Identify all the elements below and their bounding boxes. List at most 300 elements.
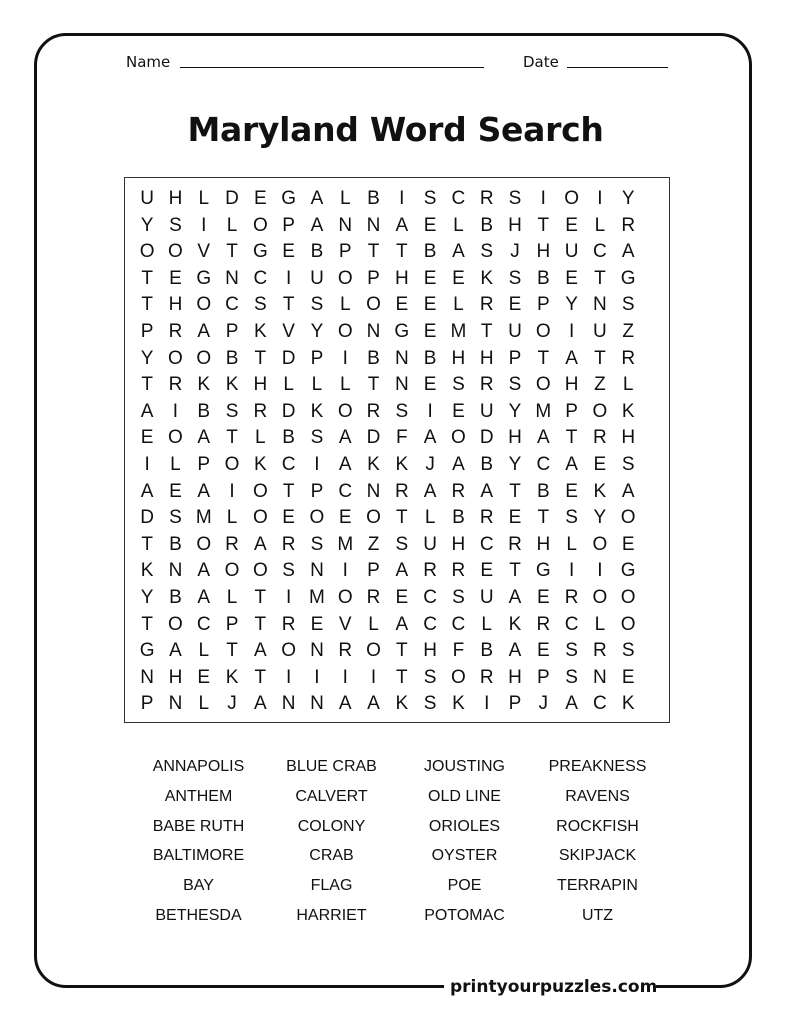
grid-letter: R xyxy=(593,427,607,449)
grid-letter: N xyxy=(593,294,607,316)
word-list-item: ANTHEM xyxy=(164,787,233,805)
grid-letter: E xyxy=(282,507,295,529)
grid-letter: B xyxy=(169,533,182,555)
grid-letter: E xyxy=(423,214,437,236)
grid-letter: L xyxy=(283,374,294,396)
page-title: Maryland Word Search xyxy=(187,110,604,149)
grid-letter: T xyxy=(141,374,153,396)
grid-letter: K xyxy=(225,666,239,688)
grid-letter: L xyxy=(311,374,323,396)
grid-letter: T xyxy=(254,586,267,608)
grid-letter: H xyxy=(479,347,494,369)
grid-letter: S xyxy=(423,693,437,715)
grid-letter: R xyxy=(394,480,409,502)
grid-letter: H xyxy=(536,533,551,555)
grid-letter: E xyxy=(565,214,578,236)
grid-letter: I xyxy=(229,480,235,502)
grid-letter: C xyxy=(196,613,211,635)
grid-letter: E xyxy=(395,294,409,316)
grid-letter: I xyxy=(427,400,433,422)
grid-letter: I xyxy=(314,666,320,688)
grid-letter: I xyxy=(201,214,207,236)
grid-letter: L xyxy=(566,533,577,555)
grid-letter: N xyxy=(394,374,409,396)
grid-letter: N xyxy=(140,666,155,688)
grid-letter: T xyxy=(141,294,153,316)
grid-letter: S xyxy=(565,640,578,662)
grid-letter: S xyxy=(169,214,182,236)
grid-letter: A xyxy=(508,586,522,608)
grid-letter: I xyxy=(568,320,575,342)
grid-letter: Y xyxy=(565,294,578,316)
grid-letter: B xyxy=(423,347,437,369)
grid-letter: C xyxy=(423,613,437,635)
grid-letter: V xyxy=(197,241,211,263)
grid-letter: S xyxy=(169,507,182,529)
grid-letter: N xyxy=(593,666,607,688)
name-line xyxy=(180,67,484,68)
grid-letter: T xyxy=(254,666,267,688)
grid-letter: R xyxy=(366,586,381,608)
grid-letter: S xyxy=(310,294,324,316)
grid-letter: L xyxy=(255,427,266,449)
grid-letter: P xyxy=(536,294,550,316)
grid-letter: S xyxy=(395,400,409,422)
grid-letter: F xyxy=(452,640,465,662)
grid-letter: B xyxy=(169,586,182,608)
word-list-item: ORIOLES xyxy=(428,817,501,835)
grid-letter: Y xyxy=(508,453,522,475)
grid-letter: N xyxy=(394,347,409,369)
grid-letter: K xyxy=(253,453,267,475)
grid-letter: T xyxy=(396,507,408,529)
grid-letter: D xyxy=(281,400,296,422)
grid-letter: N xyxy=(366,320,381,342)
grid-letter: T xyxy=(480,320,493,342)
grid-letter: R xyxy=(508,533,522,555)
grid-letter: L xyxy=(424,507,436,529)
grid-letter: E xyxy=(423,320,437,342)
grid-letter: O xyxy=(168,241,183,263)
grid-letter: Z xyxy=(367,533,380,555)
grid-letter: T xyxy=(141,267,153,289)
grid-letter: B xyxy=(536,480,550,502)
grid-letter: H xyxy=(536,241,551,263)
grid-letter: I xyxy=(285,586,292,608)
grid-letter: P xyxy=(197,453,211,475)
grid-letter: P xyxy=(565,400,578,422)
grid-letter: P xyxy=(140,320,154,342)
grid-letter: B xyxy=(480,214,494,236)
grid-letter: Y xyxy=(310,320,324,342)
grid-letter: R xyxy=(338,640,353,662)
grid-letter: K xyxy=(225,374,239,396)
grid-letter: O xyxy=(252,214,268,236)
grid-letter: O xyxy=(620,613,636,635)
grid-letter: C xyxy=(338,480,353,502)
grid-letter: J xyxy=(425,453,435,475)
grid-letter: E xyxy=(621,533,635,555)
grid-letter: H xyxy=(168,666,183,688)
grid-letter: I xyxy=(285,267,292,289)
grid-letter: K xyxy=(310,400,324,422)
grid-letter: C xyxy=(593,693,607,715)
grid-letter: N xyxy=(168,693,183,715)
grid-letter: K xyxy=(253,320,267,342)
word-list-item: JOUSTING xyxy=(424,758,505,775)
grid-letter: A xyxy=(395,560,409,582)
grid-letter: H xyxy=(508,427,522,449)
grid-letter: D xyxy=(366,427,381,449)
grid-letter: A xyxy=(197,427,211,449)
grid-letter: O xyxy=(196,347,212,369)
grid-letter: A xyxy=(169,640,182,662)
grid-letter: Y xyxy=(621,188,635,209)
grid-letter: E xyxy=(310,613,324,635)
grid-letter: O xyxy=(224,560,240,582)
grid-letter: A xyxy=(565,347,578,369)
grid-letter: C xyxy=(423,586,437,608)
grid-letter: K xyxy=(395,453,409,475)
grid-letter: A xyxy=(565,693,578,715)
grid-letter: G xyxy=(535,560,551,582)
grid-letter: Y xyxy=(593,507,607,529)
grid-letter: D xyxy=(225,188,239,209)
grid-letter: F xyxy=(396,427,408,449)
grid-letter: T xyxy=(594,347,606,369)
footer-site: printyourpuzzles.com xyxy=(444,975,656,999)
grid-letter: H xyxy=(564,374,579,396)
grid-letter: H xyxy=(423,640,437,662)
grid-letter: P xyxy=(508,693,522,715)
grid-letter: L xyxy=(198,188,210,209)
word-list-item: OLD LINE xyxy=(428,787,501,805)
grid-letter: H xyxy=(253,374,268,396)
grid-letter: P xyxy=(140,693,154,715)
grid-letter: V xyxy=(338,613,352,635)
grid-letter: U xyxy=(564,241,579,263)
grid-letter: E xyxy=(536,586,550,608)
grid-letter: K xyxy=(140,560,154,582)
grid-letter: P xyxy=(310,347,324,369)
grid-letter: E xyxy=(565,267,578,289)
word-list-item: BALTIMORE xyxy=(152,847,245,865)
grid-letter: Y xyxy=(140,586,154,608)
grid-letter: A xyxy=(253,640,267,662)
grid-letter: O xyxy=(281,640,297,662)
grid-letter: I xyxy=(144,453,150,475)
grid-letter: U xyxy=(140,188,155,209)
grid-letter: E xyxy=(423,374,437,396)
grid-letter: O xyxy=(168,427,183,449)
grid-letter: O xyxy=(451,427,466,449)
word-list-item: TERRAPIN xyxy=(557,877,638,895)
grid-letter: C xyxy=(451,188,466,209)
grid-letter: Z xyxy=(594,374,606,396)
grid-letter: T xyxy=(226,640,238,662)
grid-letter: B xyxy=(423,241,437,263)
grid-letter: L xyxy=(226,507,238,529)
grid-letter: E xyxy=(452,267,465,289)
grid-letter: E xyxy=(536,640,550,662)
grid-letter: L xyxy=(453,214,464,236)
grid-letter: U xyxy=(479,400,494,422)
word-list-item: BETHESDA xyxy=(155,906,242,924)
grid-letter: T xyxy=(396,640,408,662)
grid-letter: E xyxy=(140,427,154,449)
grid-letter: E xyxy=(338,507,352,529)
grid-letter: P xyxy=(367,560,380,582)
grid-letter: L xyxy=(226,214,238,236)
grid-letter: R xyxy=(479,188,494,209)
word-list-item: PREAKNESS xyxy=(548,758,647,775)
grid-letter: O xyxy=(252,507,268,529)
grid-letter: K xyxy=(452,693,465,715)
grid-letter: P xyxy=(282,214,295,236)
grid-letter: R xyxy=(168,374,183,396)
grid-letter: Y xyxy=(508,400,522,422)
grid-letter: A xyxy=(423,427,437,449)
grid-letter: G xyxy=(196,267,212,289)
grid-letter: S xyxy=(621,294,635,316)
grid-letter: L xyxy=(594,214,606,236)
grid-letter: R xyxy=(593,640,607,662)
grid-letter: R xyxy=(536,613,551,635)
grid-letter: R xyxy=(225,533,239,555)
grid-letter: K xyxy=(508,613,522,635)
grid-letter: R xyxy=(423,560,437,582)
puzzle-grid xyxy=(133,186,642,718)
grid-letter: Y xyxy=(140,347,154,369)
grid-letter: D xyxy=(140,507,155,529)
grid-letter: E xyxy=(508,507,522,529)
grid-letter: U xyxy=(508,320,522,342)
grid-letter: I xyxy=(314,453,320,475)
grid-letter: T xyxy=(367,241,380,263)
grid-letter: T xyxy=(254,613,267,635)
grid-letter: L xyxy=(339,374,351,396)
grid-letter: H xyxy=(168,188,183,209)
grid-letter: A xyxy=(197,560,211,582)
grid-letter: I xyxy=(342,666,348,688)
word-list-item: BABE RUTH xyxy=(152,817,245,835)
grid-letter: T xyxy=(282,294,295,316)
grid-letter: E xyxy=(480,560,494,582)
grid-letter: S xyxy=(310,427,324,449)
word-list-item: OYSTER xyxy=(431,847,498,865)
grid-letter: T xyxy=(141,613,153,635)
grid-letter: P xyxy=(536,666,550,688)
grid-letter: E xyxy=(621,666,635,688)
grid-letter: I xyxy=(342,347,348,369)
grid-letter: T xyxy=(537,507,550,529)
grid-letter: O xyxy=(592,586,608,608)
grid-letter: L xyxy=(339,294,351,316)
grid-letter: B xyxy=(197,400,211,422)
grid-letter: H xyxy=(621,427,636,449)
grid-letter: C xyxy=(593,241,607,263)
grid-letter: R xyxy=(253,400,268,422)
grid-letter: E xyxy=(423,294,437,316)
grid-letter: A xyxy=(140,480,154,502)
word-list-item: CALVERT xyxy=(295,787,368,805)
grid-letter: C xyxy=(253,267,268,289)
grid-letter: A xyxy=(565,453,578,475)
grid-letter: S xyxy=(565,666,578,688)
grid-letter: D xyxy=(479,427,494,449)
grid-letter: N xyxy=(310,693,324,715)
grid-letter: E xyxy=(593,453,607,475)
grid-letter: J xyxy=(227,693,237,715)
grid-letter: H xyxy=(508,214,522,236)
grid-letter: T xyxy=(594,267,606,289)
grid-letter: A xyxy=(197,586,211,608)
grid-letter: L xyxy=(622,374,634,396)
word-list-item: ROCKFISH xyxy=(556,817,639,835)
grid-letter: C xyxy=(564,613,579,635)
grid-letter: R xyxy=(479,507,494,529)
grid-letter: E xyxy=(169,480,182,502)
grid-letter: A xyxy=(338,427,352,449)
grid-letter: A xyxy=(338,693,352,715)
grid-letter: L xyxy=(453,294,464,316)
grid-letter: C xyxy=(281,453,296,475)
grid-letter: O xyxy=(535,374,551,396)
grid-letter: S xyxy=(480,241,494,263)
grid-letter: I xyxy=(399,188,405,209)
word-list-item: CRAB xyxy=(309,847,354,865)
grid-letter: G xyxy=(281,188,297,209)
grid-letter: A xyxy=(197,320,211,342)
grid-letter: A xyxy=(536,427,550,449)
grid-letter: H xyxy=(508,666,522,688)
grid-letter: O xyxy=(252,480,268,502)
puzzle-grid-box xyxy=(124,177,670,723)
grid-letter: O xyxy=(309,507,325,529)
grid-letter: E xyxy=(395,586,409,608)
grid-letter: O xyxy=(366,640,381,662)
grid-letter: O xyxy=(337,320,353,342)
grid-letter: G xyxy=(394,320,410,342)
grid-letter: A xyxy=(452,453,465,475)
grid-letter: H xyxy=(451,347,466,369)
grid-letter: I xyxy=(484,693,490,715)
grid-letter: S xyxy=(508,267,522,289)
grid-letter: A xyxy=(253,533,267,555)
grid-letter: M xyxy=(195,507,212,529)
grid-letter: D xyxy=(281,347,296,369)
grid-letter: S xyxy=(452,586,465,608)
word-list xyxy=(132,755,664,934)
grid-letter: M xyxy=(535,400,552,422)
grid-letter: N xyxy=(366,214,381,236)
date-line xyxy=(567,67,668,68)
grid-letter: P xyxy=(225,320,239,342)
grid-letter: A xyxy=(395,613,409,635)
grid-letter: T xyxy=(509,560,521,582)
grid-letter: T xyxy=(537,347,550,369)
grid-letter: O xyxy=(535,320,551,342)
grid-letter: S xyxy=(282,560,295,582)
grid-letter: S xyxy=(452,374,465,396)
grid-letter: O xyxy=(168,613,183,635)
grid-letter: J xyxy=(538,693,549,715)
grid-letter: E xyxy=(565,480,578,502)
grid-letter: A xyxy=(480,480,494,502)
grid-letter: S xyxy=(508,374,522,396)
grid-letter: O xyxy=(337,586,353,608)
grid-letter: B xyxy=(452,507,465,529)
grid-letter: N xyxy=(168,560,183,582)
grid-letter: I xyxy=(597,560,603,582)
name-label: Name xyxy=(126,53,171,71)
grid-letter: E xyxy=(197,666,211,688)
grid-letter: E xyxy=(423,267,437,289)
grid-letter: R xyxy=(479,374,494,396)
grid-letter: O xyxy=(337,267,353,289)
grid-letter: N xyxy=(338,214,353,236)
grid-letter: O xyxy=(224,453,240,475)
grid-letter: R xyxy=(479,666,494,688)
word-list-item: BAY xyxy=(183,877,214,895)
grid-letter: O xyxy=(620,507,636,529)
grid-letter: B xyxy=(282,427,295,449)
grid-letter: O xyxy=(337,400,353,422)
grid-letter: A xyxy=(197,480,211,502)
grid-letter: P xyxy=(367,267,380,289)
grid-letter: N xyxy=(310,640,324,662)
grid-letter: B xyxy=(367,347,380,369)
grid-letter: S xyxy=(565,507,578,529)
grid-letter: Y xyxy=(140,214,154,236)
grid-letter: L xyxy=(368,613,379,635)
grid-letter: L xyxy=(594,613,606,635)
grid-letter: S xyxy=(423,188,437,209)
grid-letter: S xyxy=(508,188,522,209)
grid-letter: I xyxy=(342,560,348,582)
grid-letter: N xyxy=(281,693,296,715)
grid-letter: L xyxy=(170,453,181,475)
word-list-item: RAVENS xyxy=(565,787,630,805)
grid-letter: B xyxy=(480,453,494,475)
grid-letter: K xyxy=(621,693,635,715)
word-list-item: POTOMAC xyxy=(424,906,505,924)
grid-letter: A xyxy=(423,480,437,502)
grid-letter: I xyxy=(172,400,179,422)
grid-letter: C xyxy=(536,453,551,475)
grid-letter: R xyxy=(451,560,466,582)
grid-letter: K xyxy=(395,693,409,715)
grid-letter: S xyxy=(395,533,409,555)
grid-letter: T xyxy=(565,427,578,449)
grid-letter: R xyxy=(621,347,636,369)
grid-letter: A xyxy=(621,480,635,502)
grid-letter: I xyxy=(568,560,575,582)
grid-letter: A xyxy=(395,214,409,236)
word-list-item: POE xyxy=(447,877,482,895)
grid-letter: C xyxy=(451,613,466,635)
grid-letter: O xyxy=(139,241,155,263)
grid-letter: L xyxy=(198,693,210,715)
grid-letter: S xyxy=(225,400,239,422)
grid-letter: V xyxy=(282,320,295,342)
grid-letter: A xyxy=(452,241,465,263)
grid-letter: T xyxy=(226,427,238,449)
grid-letter: A xyxy=(253,693,267,715)
word-list-item: HARRIET xyxy=(296,906,367,924)
grid-letter: E xyxy=(508,294,522,316)
grid-letter: O xyxy=(196,533,212,555)
